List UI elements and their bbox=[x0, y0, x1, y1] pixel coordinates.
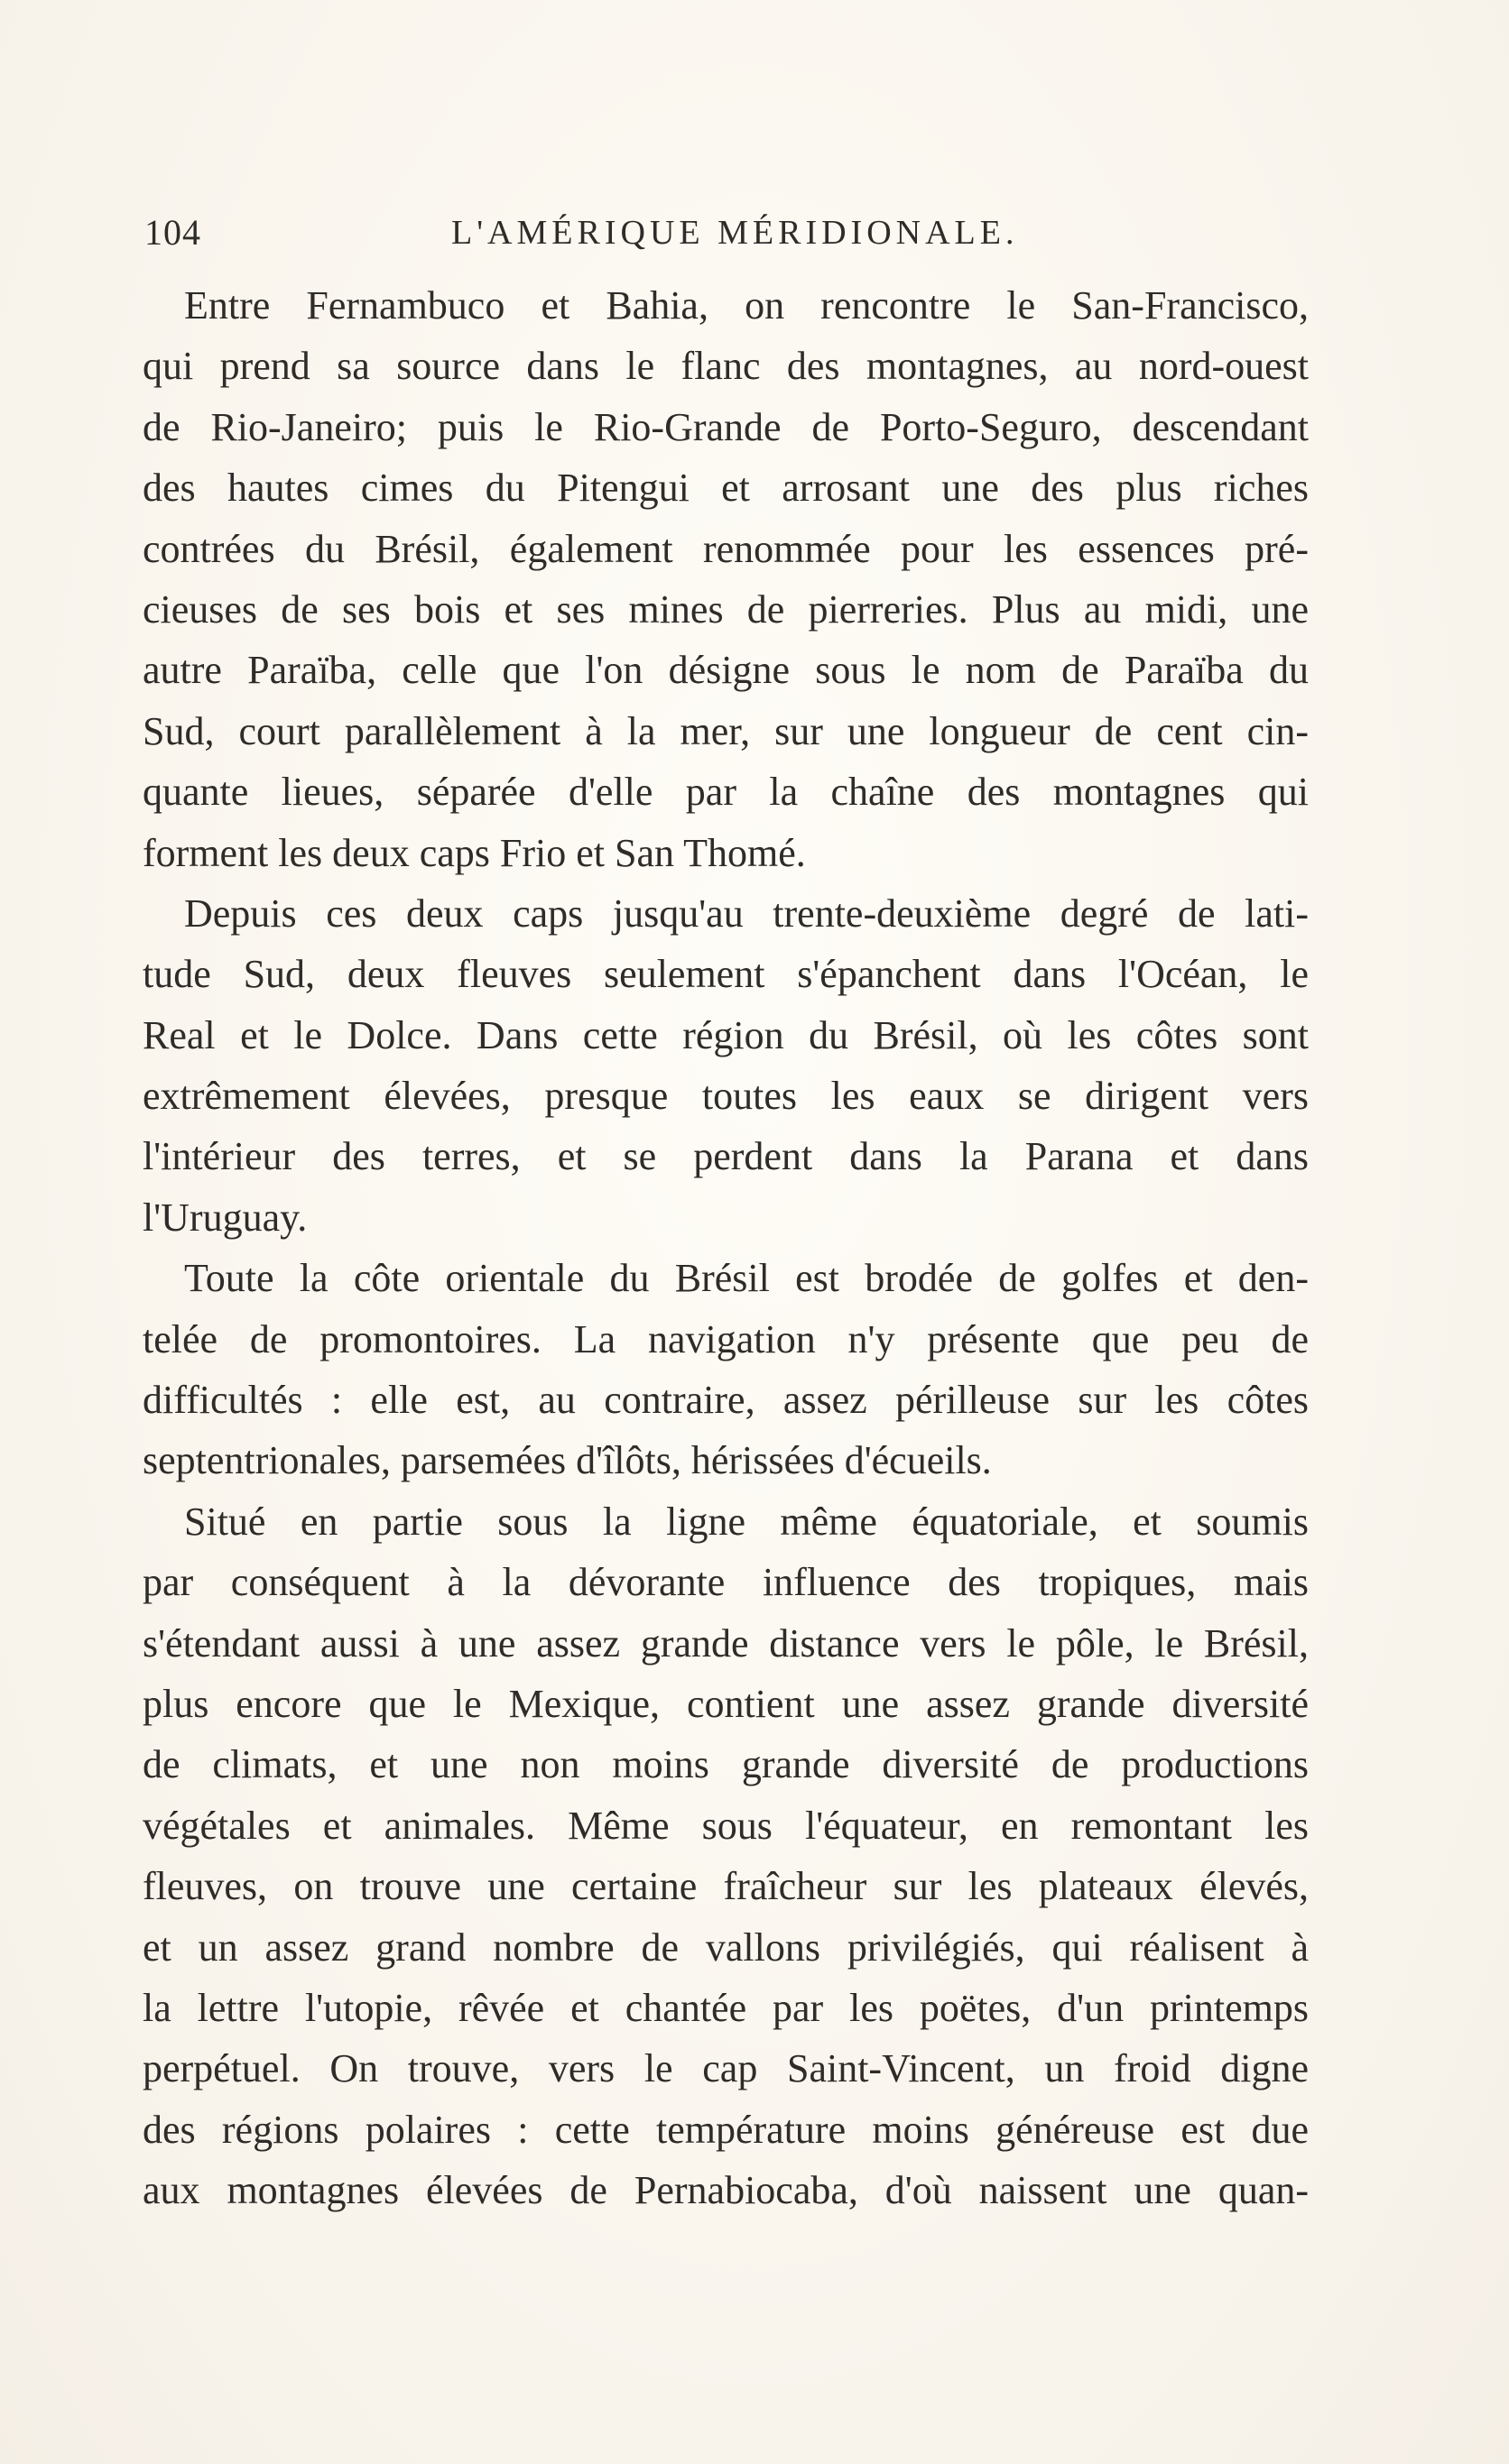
text-line: Sud, court parallèlement à la mer, sur une longueur de cent cin- bbox=[143, 708, 1309, 753]
page-header bbox=[144, 206, 1328, 260]
text-line: par conséquent à la dévorante influence des tropiques, mais bbox=[143, 1560, 1309, 1605]
text-line: quante lieues, séparée d'elle par la chaîne des montagnes qui bbox=[143, 770, 1309, 815]
text-line: cieuses de ses bois et ses mines de pierreries. Plus au midi, une bbox=[143, 586, 1309, 632]
text-line: de Rio-Janeiro; puis le Rio-Grande de Porto-Seguro, descendant bbox=[143, 404, 1309, 449]
text-line: des hautes cimes du Pitengui et arrosant une des plus riches bbox=[143, 466, 1309, 511]
text-line: s'étendant aussi à une assez grande distance vers le pôle, le Brésil, bbox=[143, 1620, 1309, 1666]
running-title: L'AMÉRIQUE MÉRIDIONALE. bbox=[451, 214, 1019, 252]
page-number: 104 bbox=[144, 212, 201, 253]
text-line: et un assez grand nombre de vallons privilégiés, qui réalisent à bbox=[143, 1924, 1309, 1970]
text-line: fleuves, on trouve une certaine fraîcheur sur les plateaux élevés, bbox=[143, 1864, 1309, 1909]
text-line: Entre Fernambuco et Bahia, on rencontre le San-Francisco, bbox=[184, 283, 1309, 328]
text-line: Real et le Dolce. Dans cette région du Brésil, où les côtes sont bbox=[143, 1012, 1309, 1057]
text-line: contrées du Brésil, également renommée pour les essences pré- bbox=[143, 526, 1309, 571]
text-line: plus encore que le Mexique, contient une assez grande diversité bbox=[143, 1681, 1309, 1726]
text-line: Depuis ces deux caps jusqu'au trente-deuxième degré de lati- bbox=[184, 891, 1309, 936]
text-line: de climats, et une non moins grande diversité de productions bbox=[143, 1742, 1309, 1787]
text-line: des régions polaires : cette température moins généreuse est due bbox=[143, 2107, 1309, 2152]
body-text bbox=[143, 275, 1309, 2221]
text-line: l'intérieur des terres, et se perdent dans la Parana et dans bbox=[143, 1134, 1309, 1179]
text-line: aux montagnes élevées de Pernabiocaba, d'où naissent une quan- bbox=[143, 2168, 1309, 2213]
text-line: perpétuel. On trouve, vers le cap Saint-Vincent, un froid digne bbox=[143, 2046, 1309, 2091]
text-line: septentrionales, parsemées d'îlôts, hérissées d'écueils. bbox=[143, 1438, 992, 1483]
text-line: qui prend sa source dans le flanc des montagnes, au nord-ouest bbox=[143, 344, 1309, 389]
text-line: extrêmement élevées, presque toutes les eaux se dirigent vers bbox=[143, 1074, 1309, 1119]
text-line: végétales et animales. Même sous l'équateur, en remontant les bbox=[143, 1803, 1309, 1848]
text-line: tude Sud, deux fleuves seulement s'épanchent dans l'Océan, le bbox=[143, 952, 1309, 997]
text-line: l'Uruguay. bbox=[143, 1195, 308, 1240]
text-line: la lettre l'utopie, rêvée et chantée par les poëtes, d'un printemps bbox=[143, 1985, 1309, 2030]
text-line: telée de promontoires. La navigation n'y présente que peu de bbox=[143, 1316, 1309, 1361]
text-line: autre Paraïba, celle que l'on désigne sous le nom de Paraïba du bbox=[143, 648, 1309, 693]
text-line: Toute la côte orientale du Brésil est brodée de golfes et den- bbox=[184, 1256, 1309, 1301]
text-line: forment les deux caps Frio et San Thomé. bbox=[143, 830, 806, 875]
text-line: Situé en partie sous la ligne même équatoriale, et soumis bbox=[184, 1499, 1309, 1544]
text-line: difficultés : elle est, au contraire, assez périlleuse sur les côtes bbox=[143, 1378, 1309, 1423]
